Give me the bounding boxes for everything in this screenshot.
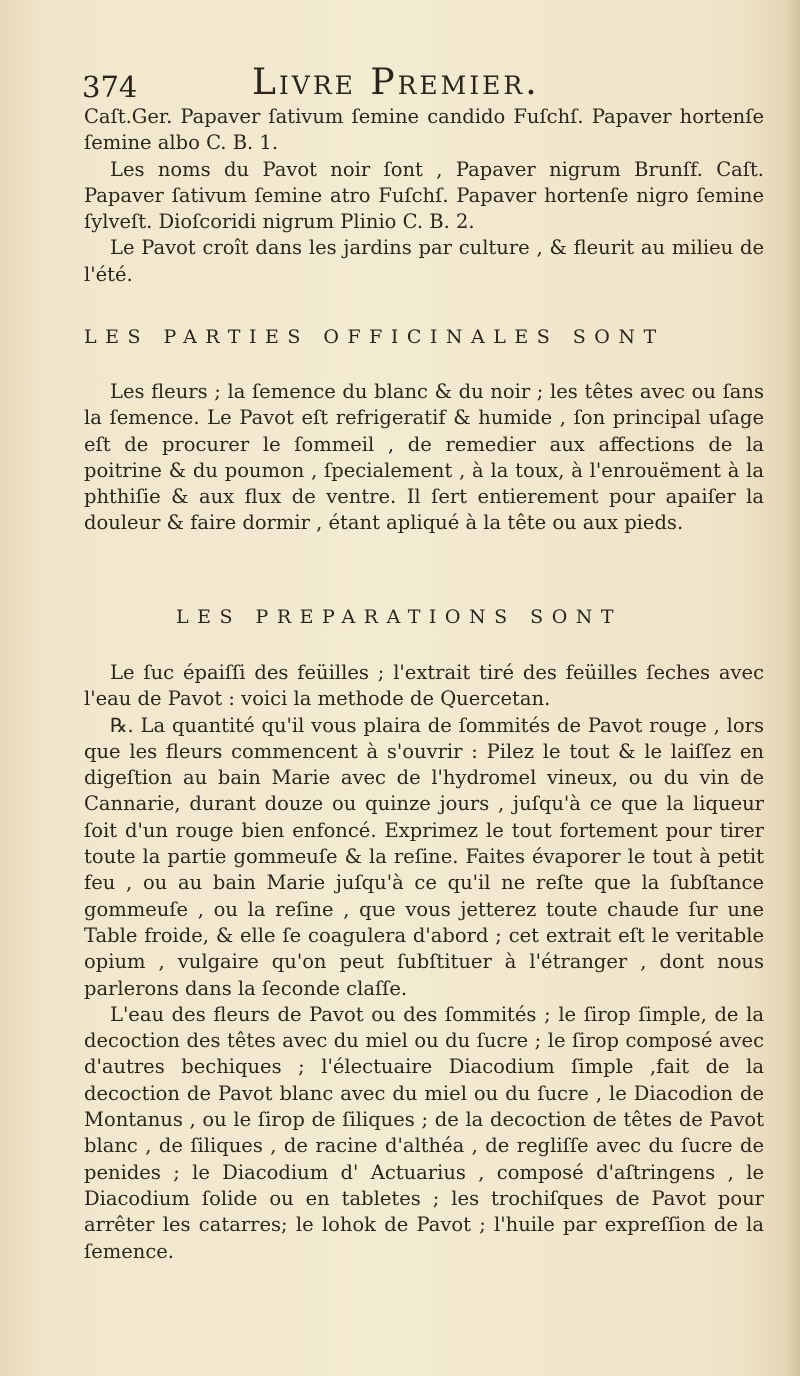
paragraph-suc-epaissi: Le ſuc épaiſſi des feüilles ; l'extrait tiré des feüilles ſeches avec l'eau de Pavot : voici la methode de Quercetan. <box>84 661 764 711</box>
paragraph-parties-officinales: Les fleurs ; la ſemence du blanc & du noir ; les têtes avec ou ſans la ſemence. Le Pavot eſt refrigeratif & humide , ſon principal uſage eſt de procurer le ſommeil , de remedier aux affections de la poitrine & du poumon , ſpecialement , à la toux, à l'enrouëment à la phthiſie & aux flux de ventre. Il ſert entierement pour apaiſer la douleur & faire dormir , étant apliqué à la tête ou aux pieds. <box>84 380 764 535</box>
heading-preparations: LES PREPARATIONS SONT <box>176 606 623 628</box>
paragraph-recipe: ℞. La quantité qu'il vous plaira de ſommités de Pavot rouge , lors que les fleurs commencent à s'ouvrir : Pilez le tout & le laiſſez en digeſtion au bain Marie avec de l'hydromel vineux, ou du vin de Cannarie, durant douze ou quinze jours , juſqu'à ce que la liqueur ſoit d'un rouge bien enfoncé. Exprimez le tout fortement pour tirer toute la partie gommeuſe & la reſine. Faites évaporer le tout à petit feu , ou au bain Marie juſqu'à ce qu'il ne reſte que la ſubſtance gommeuſe , ou la reſine , que vous jetterez toute chaude ſur une Table froide, & elle ſe coagulera d'abord ; cet extrait eſt le veritable opium , vulgaire qu'on peut ſubſtituer à l'étranger , dont nous parlerons dans la ſeconde claſſe. <box>84 713 764 1000</box>
text-block-parties <box>84 379 764 537</box>
page-header <box>82 58 722 108</box>
paragraph-habitat: Le Pavot croît dans les jardins par culture , & fleurit au milieu de l'été. <box>84 236 764 286</box>
running-title: Livre Premier. <box>252 62 540 103</box>
text-block-names <box>84 104 764 288</box>
paragraph-eau-des-fleurs: L'eau des fleurs de Pavot ou des ſommités ; le ſirop ſimple, de la decoction des têtes avec du miel ou du ſucre ; le ſirop composé avec d'autres bechiques ; l'électuaire Diacodium ſimple ,fait de la decoction de Pavot blanc avec du miel ou du ſucre , le Diacodion de Montanus , ou le ſirop de ſiliques ; de la decoction de têtes de Pavot blanc , de ſiliques , de racine d'althéa , de regliſſe avec du ſucre de penides ; le Diacodium d' Actuarius , composé d'aſtringens , le Diacodium ſolide ou en tabletes ; les trochiſques de Pavot pour arrêter les catarres; le lohok de Pavot ; l'huile par expreſſion de la ſemence. <box>84 1002 764 1263</box>
heading-parties-officinales: LES PARTIES OFFICINALES SONT <box>84 326 665 348</box>
paragraph-noms-pavot-noir: Les noms du Pavot noir ſont , Papaver nigrum Brunſf. Caſt. Papaver ſativum ſemine atro Fuſchſ. Papaver hortenſe nigro ſemine ſylveſt. Dioſcoridi nigrum Plinio C. B. 2. <box>84 157 764 234</box>
page-edge-shadow <box>786 0 800 1376</box>
page-number: 374 <box>82 70 138 104</box>
text-block-preparations <box>84 660 764 1265</box>
paragraph-castor-name: Caſt.Ger. Papaver ſativum ſemine candido Fuſchſ. Papaver hortenſe ſemine albo C. B. 1. <box>84 105 764 155</box>
